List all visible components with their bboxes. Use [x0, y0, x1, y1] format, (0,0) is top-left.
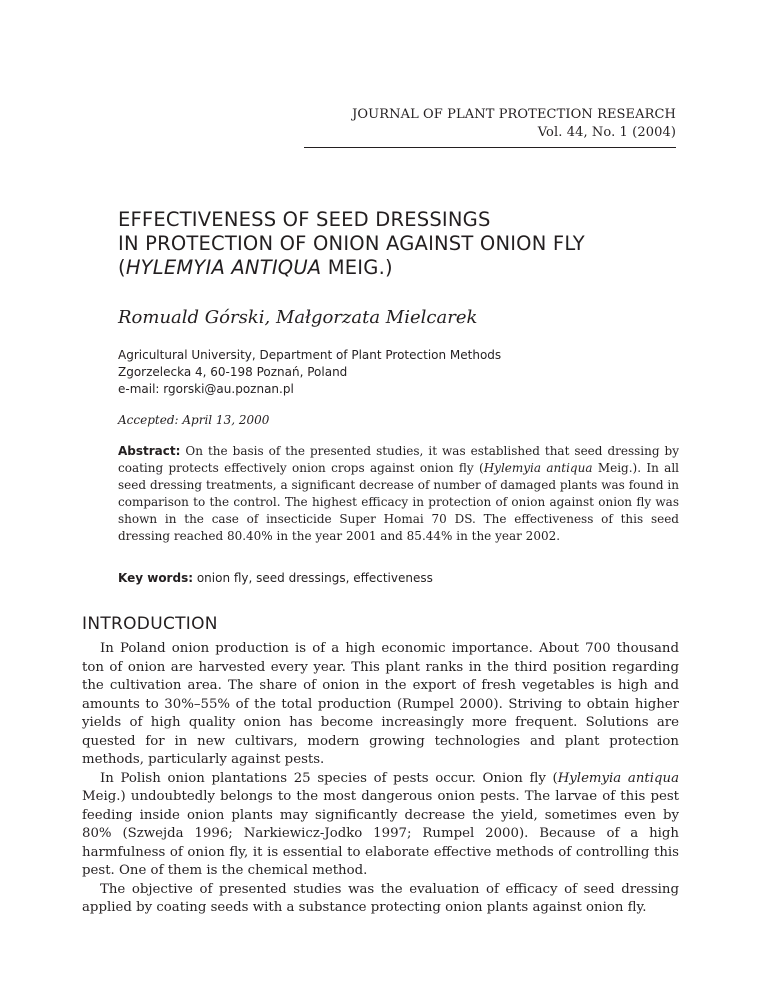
paragraph-2-text-a: In Polish onion plantations 25 species of pests occur. Onion fly ( — [100, 770, 558, 786]
affiliation — [118, 347, 501, 398]
article-title — [118, 208, 698, 280]
title-paren-open: ( — [118, 256, 126, 279]
title-line-3-end: MEIG.) — [321, 256, 393, 279]
keywords-label: Key words: — [118, 571, 194, 585]
affiliation-address: Zgorzelecka 4, 60-198 Poznań, Poland — [118, 365, 348, 379]
introduction-paragraph-3: The objective of presented studies was the evaluation of efficacy of seed dressing applied by coating seeds with a substance protecting onion plants against onion fly. — [82, 881, 679, 915]
introduction-paragraph-1: In Poland onion production is of a high economic importance. About 700 thousand ton of onion are harvested every year. This plant ranks in the third position regarding the cultivation area. The share of onion in the export of fresh vegetables is high and amounts to 30%–55% of the total production (Rumpel 2000). Striving to obtain higher yields of high quality onion has become increasingly more frequent. Solutions are quested for in new cultivars, modern growing technologies and plant protection methods, particularly against pests. — [82, 641, 679, 767]
title-line-1: EFFECTIVENESS OF SEED DRESSINGS — [118, 208, 491, 231]
paragraph-2-text-b: Meig.) undoubtedly belongs to the most dangerous onion pests. The larvae of this pest feeding inside onion plants may significantly decrease the yield, sometimes even by 80% (Szwejda 1996; Narkiewicz-Jodko 1997; Rumpel 2000). Because of a high harmfulness of onion fly, it is essential to elaborate effective methods of controlling this pest. One of them is the chemical method. — [82, 789, 679, 878]
journal-header — [304, 106, 676, 148]
journal-volume: Vol. 44, No. 1 (2004) — [537, 125, 676, 140]
affiliation-email: e-mail: rgorski@au.poznan.pl — [118, 382, 294, 396]
section-heading-introduction: INTRODUCTION — [82, 614, 218, 634]
title-line-2: IN PROTECTION OF ONION AGAINST ONION FLY — [118, 232, 585, 255]
paragraph-2-species: Hylemyia antiqua — [557, 770, 679, 786]
authors: Romuald Górski, Małgorzata Mielcarek — [118, 307, 478, 328]
abstract-text-2: Meig.). In all seed dressing treatments, a significant decrease of number of damaged plants was found in comparison to the control. The highest efficacy in protection of onion against onion fly was shown in the case of insecticide Super Homai 70 DS. The effectiveness of this seed dressing reached 80.40% in the year 2001 and 85.44% in the year 2002. — [118, 461, 679, 543]
affiliation-institution: Agricultural University, Department of Plant Protection Methods — [118, 348, 502, 362]
abstract — [118, 443, 679, 545]
abstract-label: Abstract: — [118, 444, 181, 458]
introduction-body — [82, 640, 679, 918]
accepted-date: Accepted: April 13, 2000 — [118, 413, 270, 427]
abstract-text-1: On the basis of the presented studies, it was established that seed dressing by coating protects effectively onion crops against onion fly ( — [118, 444, 679, 475]
title-species: HYLEMYIA ANTIQUA — [125, 256, 322, 279]
introduction-paragraph-2 — [82, 770, 679, 881]
abstract-species: Hylemyia antiqua — [483, 461, 593, 475]
keywords — [118, 570, 433, 587]
keywords-text: onion fly, seed dressings, effectiveness — [193, 571, 433, 585]
journal-name: JOURNAL OF PLANT PROTECTION RESEARCH — [352, 107, 676, 122]
